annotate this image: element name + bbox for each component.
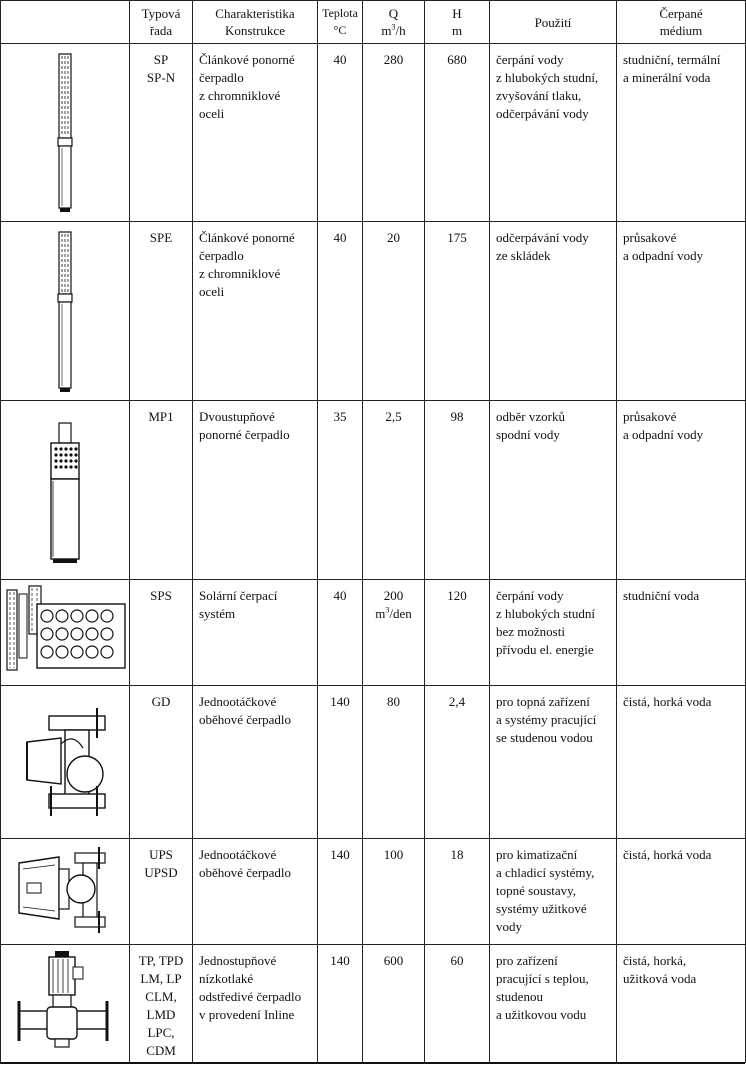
- medium-cell: čistá, horká voda: [617, 839, 746, 945]
- konstrukce-cell: Článkové ponorné čerpadlo z chromniklové oceli: [193, 222, 318, 401]
- medium-cell: průsakové a odpadní vody: [617, 222, 746, 401]
- pump-image-cell: [1, 945, 130, 1063]
- teplota-cell: 40: [318, 580, 363, 686]
- medium-cell: studniční voda: [617, 580, 746, 686]
- medium-cell: průsakové a odpadní vody: [617, 401, 746, 580]
- rada-cell: TP, TPD LM, LP CLM, LMD LPC, CDM: [130, 945, 193, 1063]
- header-charakteristika: Charakteristika Konstrukce: [193, 1, 318, 44]
- two-stage-submersible-pump-icon: [1, 401, 130, 580]
- pouziti-cell: čerpání vody z hlubokých studní, zvyšování tlaku, odčerpávání vody: [490, 44, 617, 222]
- q-cell: 100: [363, 839, 425, 945]
- medium-cell: čistá, horká voda: [617, 686, 746, 839]
- header-q: Q $m^3/h$: [363, 1, 425, 44]
- h-cell: 2,4: [425, 686, 490, 839]
- pouziti-cell: odběr vzorků spodní vody: [490, 401, 617, 580]
- header-image: [1, 1, 130, 44]
- submersible-pump-icon: [1, 222, 130, 401]
- teplota-cell: 35: [318, 401, 363, 580]
- pouziti-cell: pro kimatizační a chladicí systémy, topné soustavy, systémy užitkové vody: [490, 839, 617, 945]
- pump-image-cell: [1, 686, 130, 839]
- table-row: [1, 580, 746, 686]
- pump-image-cell: [1, 839, 130, 945]
- submersible-pump-long-icon: [1, 44, 130, 222]
- medium-cell: studniční, termální a minerální voda: [617, 44, 746, 222]
- pump-image-cell: [1, 401, 130, 580]
- rada-cell: MP1: [130, 401, 193, 580]
- q-cell: 20: [363, 222, 425, 401]
- rada-cell: UPS UPSD: [130, 839, 193, 945]
- table-row: [1, 401, 746, 580]
- table-row: [1, 222, 746, 401]
- rada-cell: GD: [130, 686, 193, 839]
- pump-image-cell: [1, 580, 130, 686]
- medium-cell: čistá, horká, užitková voda: [617, 945, 746, 1063]
- teplota-cell: 140: [318, 686, 363, 839]
- konstrukce-cell: Jednootáčkové oběhové čerpadlo: [193, 839, 318, 945]
- pouziti-cell: odčerpávání vody ze skládek: [490, 222, 617, 401]
- q-cell: 280: [363, 44, 425, 222]
- rada-cell: SPS: [130, 580, 193, 686]
- pouziti-cell: pro topná zařízení a systémy pracující se studenou vodou: [490, 686, 617, 839]
- teplota-cell: 40: [318, 222, 363, 401]
- pump-image-cell: [1, 222, 130, 401]
- table-row: [1, 945, 746, 1063]
- table-row: [1, 44, 746, 222]
- circulation-pump-icon: [1, 686, 130, 839]
- solar-pump-system-icon: [1, 580, 130, 686]
- header-row: [1, 1, 746, 44]
- h-cell: 18: [425, 839, 490, 945]
- circulation-pump-motor-icon: [1, 839, 130, 945]
- q-cell: 80: [363, 686, 425, 839]
- konstrukce-cell: Jednostupňové nízkotlaké odstředivé čerpadlo v provedení Inline: [193, 945, 318, 1063]
- h-cell: 680: [425, 44, 490, 222]
- h-cell: 120: [425, 580, 490, 686]
- h-cell: 175: [425, 222, 490, 401]
- rada-cell: SP SP-N: [130, 44, 193, 222]
- konstrukce-cell: Článkové ponorné čerpadlo z chromniklové oceli: [193, 44, 318, 222]
- teplota-cell: 40: [318, 44, 363, 222]
- pouziti-cell: pro zařízení pracující s teplou, studenou a užitkovou vodu: [490, 945, 617, 1063]
- header-typova-rada: Typová řada: [130, 1, 193, 44]
- inline-centrifugal-pump-icon: [1, 945, 130, 1063]
- teplota-cell: 140: [318, 839, 363, 945]
- q-cell: 2,5: [363, 401, 425, 580]
- bottom-rule: [0, 1062, 745, 1064]
- h-cell: 60: [425, 945, 490, 1063]
- rada-cell: SPE: [130, 222, 193, 401]
- pump-image-cell: [1, 44, 130, 222]
- header-medium: Čerpané médium: [617, 1, 746, 44]
- q-cell: 200 $m^3$/den: [363, 580, 425, 686]
- h-cell: 98: [425, 401, 490, 580]
- pouziti-cell: čerpání vody z hlubokých studní bez možnosti přívodu el. energie: [490, 580, 617, 686]
- table-row: [1, 686, 746, 839]
- header-h: H m: [425, 1, 490, 44]
- q-cell: 600: [363, 945, 425, 1063]
- header-pouziti: Použití: [490, 1, 617, 44]
- konstrukce-cell: Solární čerpací systém: [193, 580, 318, 686]
- table-row: [1, 839, 746, 945]
- konstrukce-cell: Jednootáčkové oběhové čerpadlo: [193, 686, 318, 839]
- teplota-cell: 140: [318, 945, 363, 1063]
- header-teplota: Teplota °C: [318, 1, 363, 44]
- konstrukce-cell: Dvoustupňové ponorné čerpadlo: [193, 401, 318, 580]
